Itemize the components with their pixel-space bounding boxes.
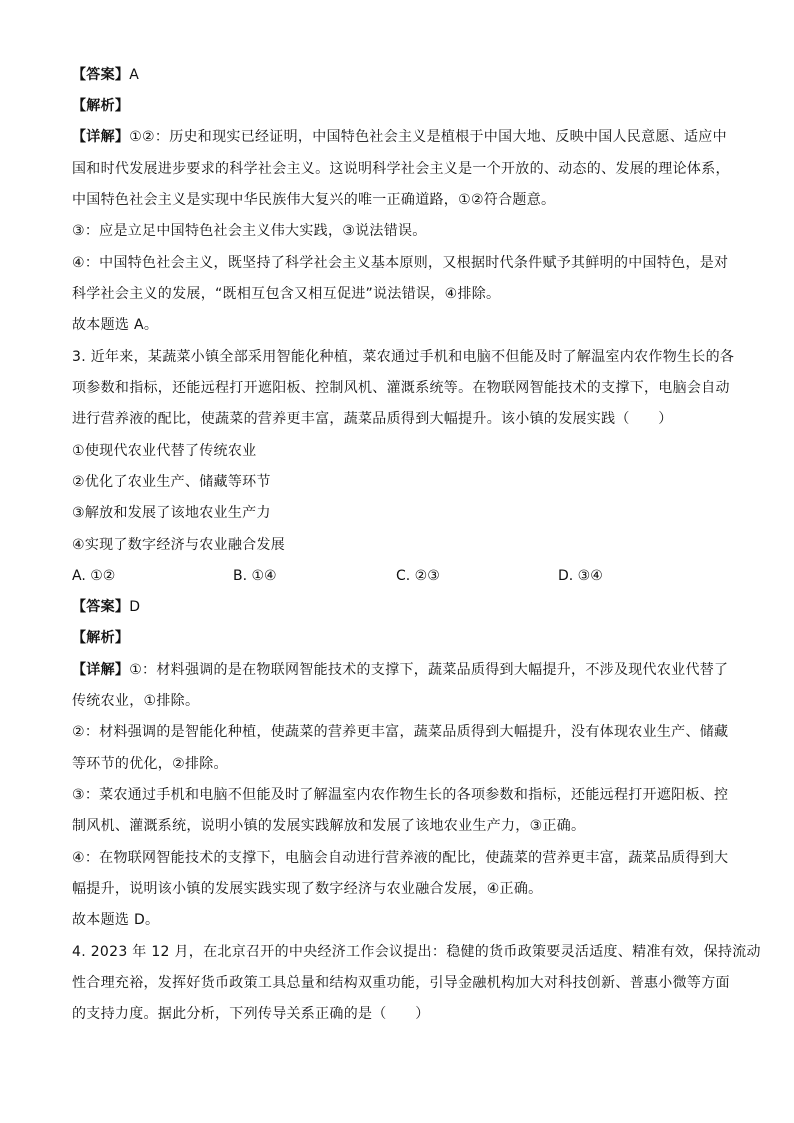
answer-value: D <box>129 599 141 615</box>
statement-item: ④实现了数字经济与农业融合发展 <box>72 537 286 553</box>
detail-line: 中国特色社会主义是实现中华民族伟大复兴的唯一正确道路，①②符合题意。 <box>72 192 556 208</box>
detail-line: 幅提升，说明该小镇的发展实践实现了数字经济与农业融合发展，④正确。 <box>72 881 543 897</box>
answer-tag: 【答案】 <box>72 599 130 615</box>
detail-line <box>72 128 727 146</box>
question-stem-line: 3. 近年来，某蔬菜小镇全部采用智能化种植，菜农通过手机和电脑不但能及时了解温室内农作物生长的各 <box>72 349 735 365</box>
detail-tag: 【详解】 <box>72 129 130 145</box>
conclusion: 故本题选 D。 <box>72 912 160 928</box>
detail-line: 等环节的优化，②排除。 <box>72 756 228 772</box>
conclusion: 故本题选 A。 <box>72 317 159 333</box>
option-c: C. ②③ <box>396 568 440 584</box>
analysis-tag: 【解析】 <box>72 98 130 114</box>
detail-line: ④：在物联网智能技术的支撑下，电脑会自动进行营养液的配比，使蔬菜的营养更丰富，蔬菜品质得到大 <box>72 850 729 866</box>
detail-text: ①②：历史和现实已经证明，中国特色社会主义是植根于中国大地、反映中国人民意愿、适应中 <box>129 129 727 145</box>
detail-line: ④：中国特色社会主义，既坚持了科学社会主义基本原则，又根据时代条件赋予其鲜明的中国特色，是对 <box>72 255 729 271</box>
question-stem-line: 4. 2023 年 12 月，在北京召开的中央经济工作会议提出：稳健的货币政策要灵活适度、精准有效，保持流动 <box>72 944 761 960</box>
detail-tag: 【详解】 <box>72 662 130 678</box>
detail-line: 制风机、灌溉系统，说明小镇的发展实践解放和发展了该地农业生产力，③正确。 <box>72 818 586 834</box>
question-stem-line: 进行营养液的配比，使蔬菜的营养更丰富，蔬菜品质得到大幅提升。该小镇的发展实践（ ） <box>72 411 673 427</box>
answer-line <box>72 598 724 616</box>
question-stem-line: 的支持力度。据此分析，下列传导关系正确的是（ ） <box>72 1006 430 1022</box>
analysis-tag: 【解析】 <box>72 630 130 646</box>
answer-tag: 【答案】 <box>72 67 130 83</box>
detail-line: ②：材料强调的是智能化种植，使蔬菜的营养更丰富，蔬菜品质得到大幅提升，没有体现农业生产、储藏 <box>72 724 729 740</box>
statement-item: ②优化了农业生产、储藏等环节 <box>72 474 271 490</box>
detail-line: 传统农业，①排除。 <box>72 693 200 709</box>
answer-line <box>72 66 724 84</box>
detail-line: 国和时代发展进步要求的科学社会主义。这说明科学社会主义是一个开放的、动态的、发展的理论体系， <box>72 161 730 177</box>
detail-line <box>72 661 729 679</box>
statement-item: ①使现代农业代替了传统农业 <box>72 443 257 459</box>
option-a: A. ①② <box>72 568 116 584</box>
detail-text: ①：材料强调的是在物联网智能技术的支撑下，蔬菜品质得到大幅提升，不涉及现代农业代替了 <box>129 662 729 678</box>
question-stem-line: 性合理充裕，发挥好货币政策工具总量和结构双重功能，引导金融机构加大对科技创新、普惠小微等方面 <box>72 975 730 991</box>
question-stem-line: 项参数和指标，还能远程打开遮阳板、控制风机、灌溉系统等。在物联网智能技术的支撑下，电脑会自动 <box>72 380 730 396</box>
option-b: B. ①④ <box>233 568 277 584</box>
detail-line: 科学社会主义的发展，“既相互包含又相互促进”说法错误，④排除。 <box>72 286 501 302</box>
detail-line: ③：菜农通过手机和电脑不但能及时了解温室内农作物生长的各项参数和指标，还能远程打开遮阳板、控 <box>72 787 729 803</box>
statement-item: ③解放和发展了该地农业生产力 <box>72 505 271 521</box>
detail-line: ③：应是立足中国特色社会主义伟大实践，③说法错误。 <box>72 223 427 239</box>
option-d: D. ③④ <box>558 568 603 584</box>
answer-value: A <box>129 67 140 83</box>
